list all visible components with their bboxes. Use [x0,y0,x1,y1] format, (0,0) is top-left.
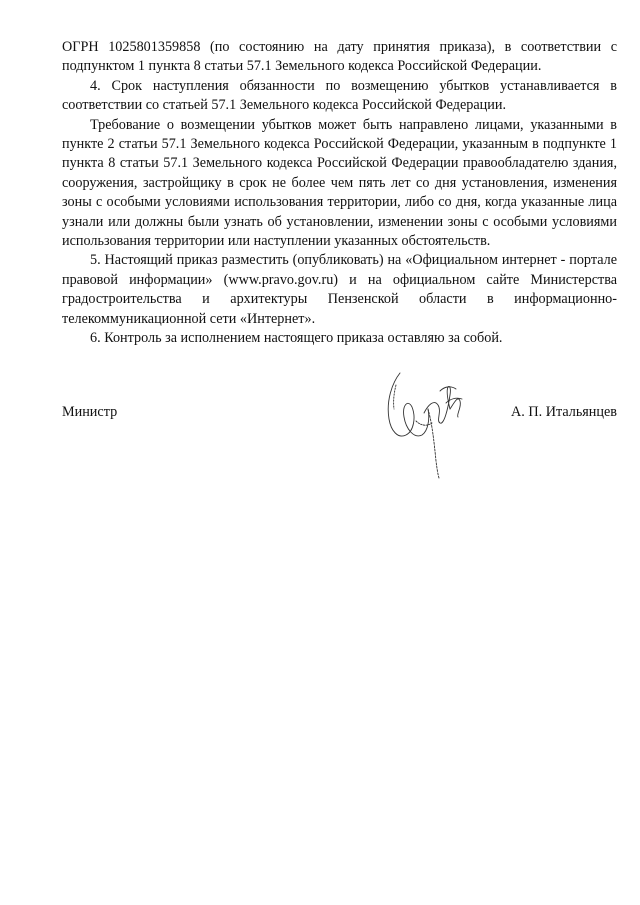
signatory-name: А. П. Итальянцев [511,404,617,420]
paragraph-item-5: 5. Настоящий приказ разместить (опубликовать) на «Официальном интернет - портале правовой информации» (www.pravo.gov.ru) и на официальном сайте Министерства градостроительства и архитектуры Пензенской области в информационно-телекоммуникационной сети «Интернет». [62,252,617,327]
signatory-title: Министр [62,404,118,420]
handwritten-signature [378,365,473,480]
paragraph-claim-requirement: Требование о возмещении убытков может быть направлено лицами, указанными в пункте 2 статьи 57.1 Земельного кодекса Российской Федерации, указанным в подпункте 1 пункта 8 статьи 57.1 Земельного кодекса Российской Федерации правообладателю здания, сооружения, застройщику в срок не более чем пять лет со дня установления, изменения зоны с особыми условиями использования территории, либо со дня, когда указанные лица узнали или должны были узнать об установлении, изменении зоны с особыми условиями использования территории или наступлении указанных обстоятельств. [62,116,617,250]
document-body [62,38,617,349]
paragraph-item-6: 6. Контроль за исполнением настоящего приказа оставляю за собой. [90,330,503,347]
signature-block [62,404,617,426]
paragraph-ogrn: ОГРН 1025801359858 (по состоянию на дату принятия приказа), в соответствии с подпунктом 1 пункта 8 статьи 57.1 Земельного кодекса Российской Федерации. [62,39,617,75]
paragraph-item-4: 4. Срок наступления обязанности по возмещению убытков устанавливается в соответствии со статьей 57.1 Земельного кодекса Российской Федерации. [62,77,617,114]
